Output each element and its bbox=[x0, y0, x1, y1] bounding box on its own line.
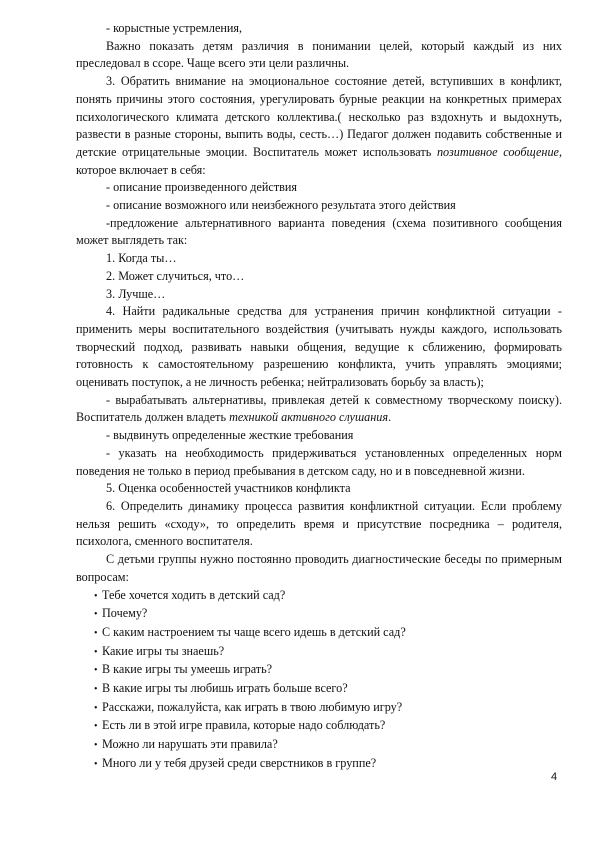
bullet-icon: • bbox=[94, 702, 98, 714]
question-list bbox=[76, 587, 562, 774]
document-page bbox=[76, 20, 562, 774]
paragraph: 4. Найти радикальные средства для устранения причин конфликтной ситуации - применить меры воспитательного воздействия (учитывать нужды каждого, использовать творческий подход, развивать навыки общения, ведущие к сближению, формировать готовность к самостоятельному разрешению конфликта, учить управлять эмоциями; оценивать поступок, а не личность ребенка; нейтрализовать борьбу за власть); bbox=[76, 304, 562, 390]
list-item: • Какие игры ты знаешь? bbox=[94, 643, 562, 662]
paragraph: - указать на необходимость придерживаться установленных определенных норм поведения не только в период пребывания в детском саду, но и в повседневной жизни. bbox=[76, 445, 562, 478]
list-item: • С каким настроением ты чаще всего идешь в детский сад? bbox=[94, 624, 562, 643]
bullet-icon: • bbox=[94, 684, 98, 696]
paragraph: - корыстные устремления, bbox=[106, 21, 243, 35]
page-number: 4 bbox=[551, 771, 558, 783]
bullet-icon: • bbox=[94, 665, 98, 677]
bullet-icon: • bbox=[94, 721, 98, 733]
paragraph: 6. Определить динамику процесса развития конфликтной ситуации. Если проблему нельзя решить «сходу», то определить время и присутствие посредника – родителя, психолога, сменного воспитателя. bbox=[76, 498, 562, 549]
paragraph: - вырабатывать альтернативы, привлекая детей к совместному творческому поиску). Воспитатель должен владеть техникой активного слушания. bbox=[76, 392, 562, 425]
numbered-item: 3. Лучше… bbox=[106, 286, 166, 301]
numbered-item: 2. Может случиться, что… bbox=[106, 268, 245, 283]
emphasis-text: техникой активного слушания bbox=[229, 410, 389, 425]
bullet-icon: • bbox=[94, 609, 98, 621]
list-item: • Есть ли в этой игре правила, которые надо соблюдать? bbox=[94, 717, 562, 736]
bullet-icon: • bbox=[94, 590, 98, 602]
list-item: • Можно ли нарушать эти правила? bbox=[94, 736, 562, 755]
list-item: • Много ли у тебя друзей среди сверстников в группе? bbox=[94, 755, 562, 774]
list-item: • Тебе хочется ходить в детский сад? bbox=[94, 587, 562, 606]
paragraph: - описание возможного или неизбежного результата этого действия bbox=[106, 198, 456, 213]
numbered-item: 1. Когда ты… bbox=[106, 251, 177, 266]
bullet-icon: • bbox=[94, 740, 98, 752]
list-item: • В какие игры ты любишь играть больше всего? bbox=[94, 680, 562, 699]
bullet-icon: • bbox=[94, 646, 98, 658]
list-item: • Почему? bbox=[94, 605, 562, 624]
paragraph: Важно показать детям различия в понимании целей, который каждый из них преследовал в ссоре. Чаще всего эти цели различны. bbox=[76, 38, 562, 71]
numbered-item: 5. Оценка особенностей участников конфликта bbox=[106, 481, 351, 496]
emphasis-text: позитивное сообщение bbox=[436, 144, 559, 159]
bullet-icon: • bbox=[94, 627, 98, 639]
paragraph: С детьми группы нужно постоянно проводить диагностические беседы по примерным вопросам: bbox=[76, 552, 562, 584]
paragraph: -предложение альтернативного варианта поведения (схема позитивного сообщения может выглядеть так: bbox=[76, 215, 562, 248]
list-item: • В какие игры ты умеешь играть? bbox=[94, 661, 562, 680]
paragraph: - выдвинуть определенные жесткие требования bbox=[106, 428, 354, 443]
paragraph: - описание произведенного действия bbox=[106, 180, 298, 195]
list-item: • Расскажи, пожалуйста, как играть в твою любимую игру? bbox=[94, 699, 562, 718]
bullet-icon: • bbox=[94, 758, 98, 770]
paragraph: 3. Обратить внимание на эмоциональное состояние детей, вступивших в конфликт, понять причины этого состояния, урегулировать бурные реакции на конкретных примерах психологического климата детского коллектива.( несколько раз вздохнуть и выдохнуть, развести в разные стороны, выпить воды, сесть…) Педагог должен подавить собственные и детские отрицательные эмоции. Воспитатель может использовать позитивное сообщение, которое включает в себя: bbox=[76, 74, 562, 177]
